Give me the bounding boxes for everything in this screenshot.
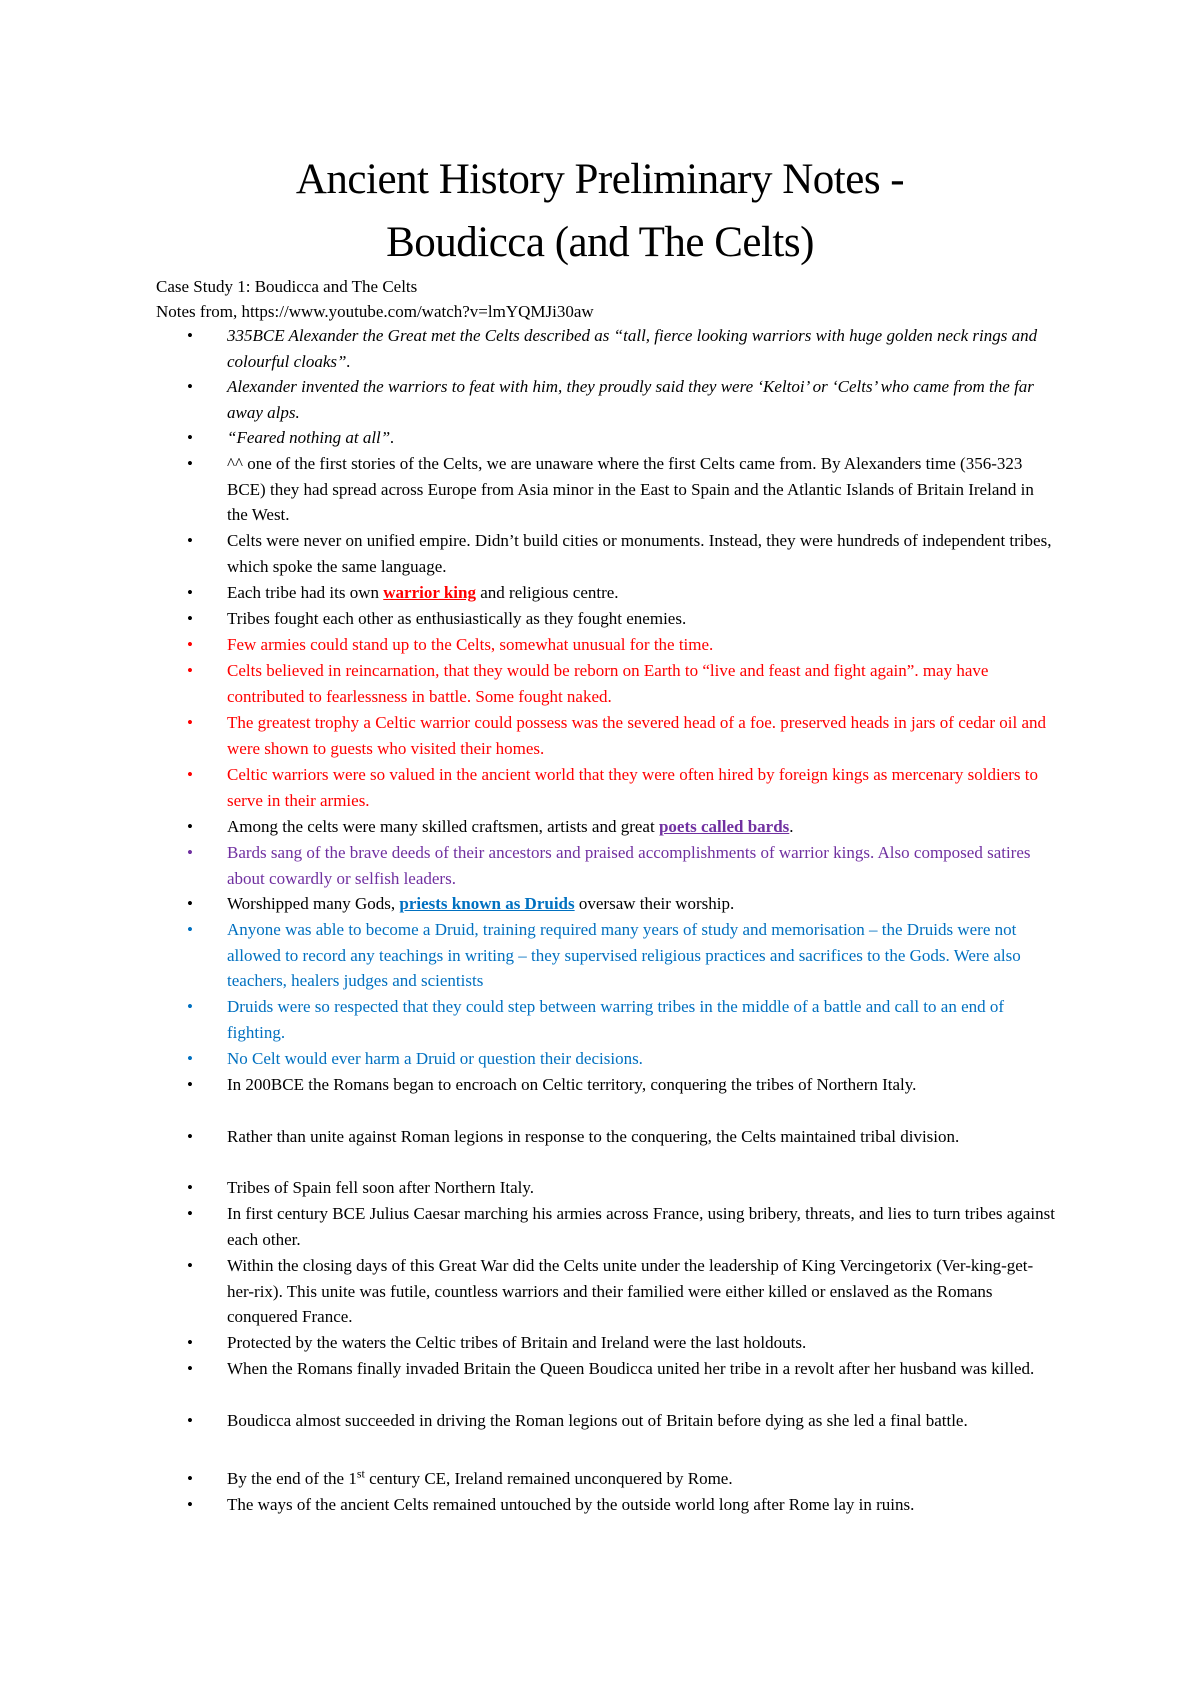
ordinal-superscript: st	[356, 1466, 365, 1481]
bullet-icon: •	[187, 583, 193, 602]
title-line-2: Boudicca (and The Celts)	[386, 219, 814, 266]
bullet-icon: •	[187, 661, 193, 680]
note-text: “Feared nothing at all”.	[227, 428, 395, 447]
title-line-1: Ancient History Preliminary Notes -	[295, 156, 905, 203]
note-text: No Celt would ever harm a Druid or question their decisions.	[227, 1049, 643, 1068]
bullet-icon: •	[187, 1127, 193, 1146]
note-text: Few armies could stand up to the Celts, somewhat unusual for the time.	[227, 635, 714, 654]
bullet-icon: •	[187, 1256, 193, 1275]
note-text: Rather than unite against Roman legions in response to the conquering, the Celts maintained tribal division.	[227, 1127, 960, 1146]
note-text: Druids were so respected that they could step between warring tribes in the middle of a battle and call to an end of fighting.	[227, 997, 1005, 1042]
note-text	[227, 814, 1057, 840]
note-text-before: Worshipped many Gods,	[227, 894, 400, 913]
note-text-before: By the end of the 1	[227, 1469, 357, 1488]
bullet-icon: •	[187, 817, 193, 836]
poets-called-bards-link[interactable]: poets called bards	[658, 817, 790, 836]
note-text: Bards sang of the brave deeds of their ancestors and praised accomplishments of warrior kings. Also composed satires about cowardly or selfish leaders.	[227, 843, 1031, 888]
note-text: The greatest trophy a Celtic warrior could possess was the severed head of a foe. preserved heads in jars of cedar oil and were shown to guests who visited their homes.	[227, 713, 1046, 758]
note-text-before: Each tribe had its own	[227, 583, 384, 602]
bullet-icon: •	[187, 609, 193, 628]
bullet-icon: •	[187, 1204, 193, 1223]
bullet-icon: •	[187, 1495, 193, 1514]
note-text: In first century BCE Julius Caesar marching his armies across France, using bribery, threats, and lies to turn tribes against each other.	[227, 1204, 1055, 1249]
bullet-icon: •	[187, 1049, 193, 1068]
note-text: Boudicca almost succeeded in driving the Roman legions out of Britain before dying as she led a final battle.	[227, 1411, 968, 1430]
bullet-icon: •	[187, 1359, 193, 1378]
warrior-king-link[interactable]: warrior king	[383, 583, 476, 602]
bullet-icon: •	[187, 428, 193, 447]
note-text: Protected by the waters the Celtic tribes of Britain and Ireland were the last holdouts.	[227, 1333, 807, 1352]
bullet-icon: •	[187, 765, 193, 784]
note-text: Within the closing days of this Great War did the Celts unite under the leadership of King Vercingetorix (Ver-king-get-her-rix). This unite was futile, countless warriors and their familied were either killed or enslaved as the Romans conquered France.	[227, 1256, 1034, 1326]
bullet-icon: •	[187, 1411, 193, 1430]
bullet-icon: •	[187, 1075, 193, 1094]
note-text: Celts were never on unified empire. Didn’t build cities or monuments. Instead, they were hundreds of independent tribes, which spoke the same language.	[227, 531, 1052, 576]
note-text	[227, 580, 1057, 606]
document-title	[150, 148, 1050, 274]
note-text-after: and religious centre.	[475, 583, 619, 602]
bullet-icon: •	[187, 377, 193, 396]
note-text: Anyone was able to become a Druid, training required many years of study and memorisation – the Druids were not allowed to record any teachings in writing – they supervised religious practices and sacrifices to the Gods. Were also teachers, healers judges and scientists	[227, 920, 1021, 990]
note-text: The ways of the ancient Celts remained untouched by the outside world long after Rome lay in ruins.	[227, 1495, 915, 1514]
bullet-icon: •	[187, 894, 193, 913]
note-text: When the Romans finally invaded Britain the Queen Boudicca united her tribe in a revolt after her husband was killed.	[227, 1359, 1035, 1378]
bullet-icon: •	[187, 1333, 193, 1352]
note-text-after: oversaw their worship.	[574, 894, 735, 913]
note-text	[227, 1466, 1057, 1492]
bullet-icon: •	[187, 531, 193, 550]
bullet-icon: •	[187, 635, 193, 654]
note-text-after: century CE, Ireland remained unconquered by Rome.	[364, 1469, 733, 1488]
priests-known-as-druids-link[interactable]: priests known as Druids	[399, 894, 575, 913]
note-text	[227, 891, 1057, 917]
note-text-before: Among the celts were many skilled craftsmen, artists and great	[227, 817, 659, 836]
bullet-icon: •	[187, 326, 193, 345]
note-text: Celts believed in reincarnation, that they would be reborn on Earth to “live and feast and fight again”. may have contributed to fearlessness in battle. Some fought naked.	[227, 661, 989, 706]
note-text-after: .	[789, 817, 794, 836]
note-text: Tribes of Spain fell soon after Northern Italy.	[227, 1178, 535, 1197]
bullet-icon: •	[187, 843, 193, 862]
source-line: Notes from, https://www.youtube.com/watch?v=lmYQMJi30aw	[156, 302, 594, 321]
note-text: Tribes fought each other as enthusiastically as they fought enemies.	[227, 609, 687, 628]
note-text: In 200BCE the Romans began to encroach on Celtic territory, conquering the tribes of Northern Italy.	[227, 1075, 917, 1094]
bullet-icon: •	[187, 920, 193, 939]
note-text: ^^ one of the first stories of the Celts, we are unaware where the first Celts came from. By Alexanders time (356-323 BCE) they had spread across Europe from Asia minor in the East to Spain and the Atlantic Islands of Britain Ireland in the West.	[227, 454, 1034, 524]
note-text: Alexander invented the warriors to feat with him, they proudly said they were ‘Keltoi’ or ‘Celts’ who came from the far away alps.	[227, 377, 1034, 422]
note-text: Celtic warriors were so valued in the ancient world that they were often hired by foreign kings as mercenary soldiers to serve in their armies.	[227, 765, 1039, 810]
bullet-icon: •	[187, 1178, 193, 1197]
bullet-icon: •	[187, 1469, 193, 1488]
bullet-icon: •	[187, 997, 193, 1016]
case-study-line: Case Study 1: Boudicca and The Celts	[156, 277, 418, 296]
bullet-icon: •	[187, 713, 193, 732]
note-text: 335BCE Alexander the Great met the Celts described as “tall, fierce looking warriors with huge golden neck rings and colourful cloaks”.	[227, 326, 1038, 371]
bullet-icon: •	[187, 454, 193, 473]
